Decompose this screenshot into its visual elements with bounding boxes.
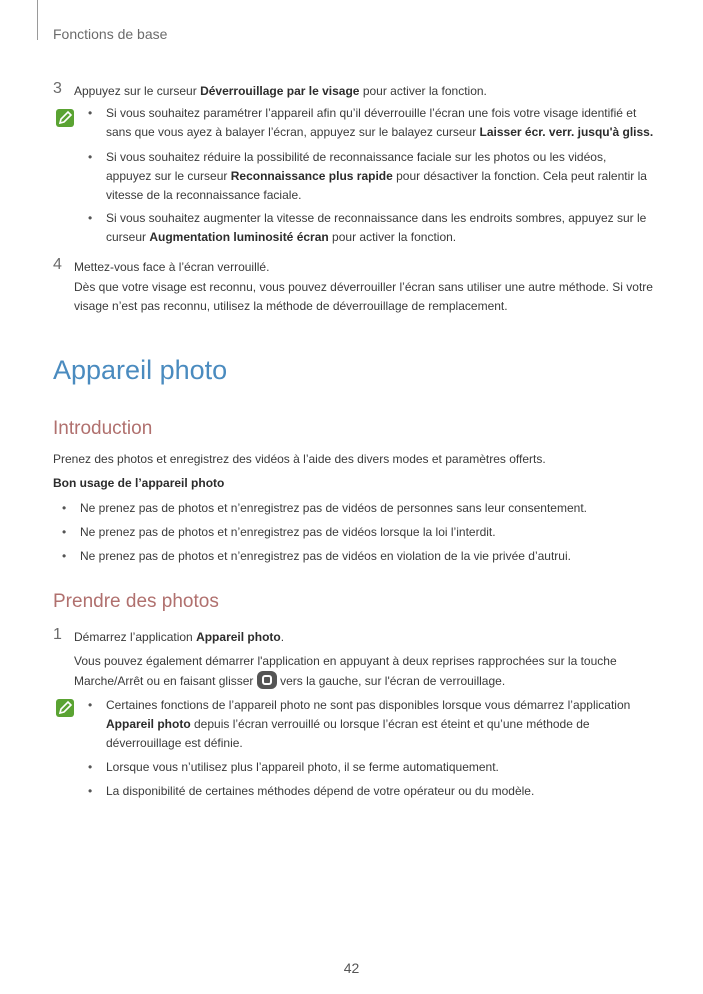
step-4-body: Dès que votre visage est reconnu, vous pouvez déverrouiller l’écran sans utiliser une autre méthode. Si votre visage n’est pas reconnu, utilisez la méthode de déverrouillage de remplacement. xyxy=(74,280,653,313)
step-3-bullet: • Si vous souhaitez réduire la possibilité de reconnaissance faciale sur les photos ou les vidéos, appuyez sur le curseur Reconnaissance plus rapide pour désactiver la fonction. Cela peut ralentir la vitesse de la reconnaissance faciale. xyxy=(88,150,647,202)
page-number: 42 xyxy=(343,960,360,976)
note-icon xyxy=(55,108,75,128)
step-1-body: Vous pouvez également démarrer l'application en appuyant à deux reprises rapprochées sur la touche Marche/Arrêt ou en faisant glisser vers la gauche, sur l'écran de verrouillage. xyxy=(74,654,617,688)
step-3-bullet: • Si vous souhaitez paramétrer l’appareil afin qu’il déverrouille l’écran une fois votre visage identifié et sans que vous ayez à balayer l’écran, appuyez sur le balayez curseur Laisser écr. verr. jusqu'à gliss. xyxy=(88,106,654,139)
section-title: Appareil photo xyxy=(53,355,228,385)
take-photos-title: Prendre des photos xyxy=(53,591,219,612)
intro-title: Introduction xyxy=(53,418,153,439)
step-3-bullet: • Si vous souhaitez augmenter la vitesse de reconnaissance dans les endroits sombres, appuyez sur le curseur Augmentation luminosité écran pour activer la fonction. xyxy=(88,211,647,244)
step-4-title: Mettez-vous face à l’écran verrouillé. xyxy=(74,260,270,274)
intro-subtitle: Bon usage de l’appareil photo xyxy=(53,476,225,490)
photo-bullet: • Lorsque vous n’utilisez plus l’appareil photo, il se ferme automatiquement. xyxy=(88,760,499,774)
intro-text: Prenez des photos et enregistrez des vidéos à l’aide des divers modes et paramètres offerts. xyxy=(53,452,546,466)
header-rule xyxy=(37,0,38,40)
camera-icon xyxy=(257,671,277,689)
step-3-number: 3 xyxy=(53,80,62,97)
intro-bullet: • Ne prenez pas de photos et n’enregistrez pas de vidéos de personnes sans leur consentement. xyxy=(62,501,587,515)
intro-bullet: • Ne prenez pas de photos et n’enregistrez pas de vidéos lorsque la loi l’interdit. xyxy=(62,525,496,539)
note-icon xyxy=(55,698,75,718)
step-4-number: 4 xyxy=(53,256,62,273)
step-3-text: Appuyez sur le curseur Déverrouillage par le visage pour activer la fonction. xyxy=(74,84,487,98)
step-1-text: Démarrez l’application Appareil photo. xyxy=(74,630,285,644)
photo-bullet: • La disponibilité de certaines méthodes dépend de votre opérateur ou du modèle. xyxy=(88,784,535,798)
intro-bullet: • Ne prenez pas de photos et n’enregistrez pas de vidéos en violation de la vie privée d’autrui. xyxy=(62,549,571,563)
step-1-number: 1 xyxy=(53,626,62,643)
photo-bullet: • Certaines fonctions de l’appareil photo ne sont pas disponibles lorsque vous démarrez l’application Appareil photo depuis l’écran verrouillé ou lorsque l’écran est éteint et qu’une méthode de déverrouillage est définie. xyxy=(88,698,631,750)
header-title: Fonctions de base xyxy=(53,26,168,42)
